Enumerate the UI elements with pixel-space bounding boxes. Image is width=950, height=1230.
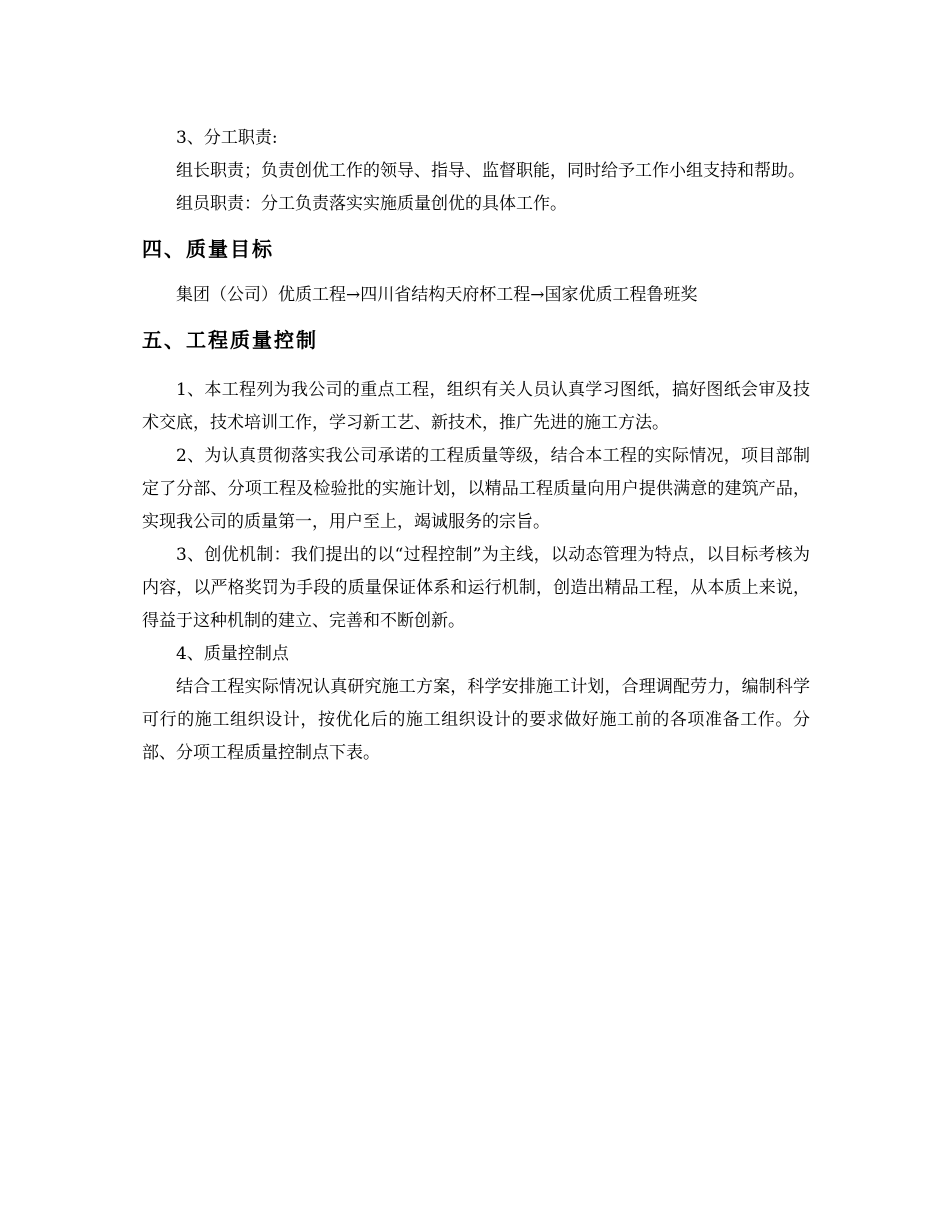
quality-control-paragraph-3: 3、创优机制：我们提出的以“过程控制”为主线，以动态管理为特点，以目标考核为内容，以严格奖罚为手段的质量保证体系和运行机制，创造出精品工程，从本质上来说，得益于这种机制的建立、完善和不断创新。 xyxy=(142,545,810,631)
section3-heading: 3、分工职责: xyxy=(176,128,278,148)
document-body xyxy=(142,122,810,770)
section5-title: 五、工程质量控制 xyxy=(142,328,318,352)
section4-title: 四、质量目标 xyxy=(142,237,274,261)
member-duties-paragraph: 组员职责：分工负责落实实施质量创优的具体工作。 xyxy=(176,194,567,214)
leader-duties-paragraph: 组长职责；负责创优工作的领导、指导、监督职能，同时给予工作小组支持和帮助。 xyxy=(176,161,805,181)
quality-control-paragraph-1: 1、本工程列为我公司的重点工程，组织有关人员认真学习图纸，搞好图纸会审及技术交底，技术培训工作，学习新工艺、新技术，推广先进的施工方法。 xyxy=(142,380,810,433)
quality-control-paragraph-5: 结合工程实际情况认真研究施工方案，科学安排施工计划，合理调配劳力，编制科学可行的施工组织设计，按优化后的施工组织设计的要求做好施工前的各项准备工作。分部、分项工程质量控制点下表。 xyxy=(142,677,810,763)
quality-goal-paragraph: 集团（公司）优质工程→四川省结构天府杯工程→国家优质工程鲁班奖 xyxy=(176,285,698,305)
quality-control-paragraph-4: 4、质量控制点 xyxy=(176,644,289,664)
quality-control-paragraph-2: 2、为认真贯彻落实我公司承诺的工程质量等级，结合本工程的实际情况，项目部制定了分部、分项工程及检验批的实施计划，以精品工程质量向用户提供满意的建筑产品，实现我公司的质量第一，用户至上，竭诚服务的宗旨。 xyxy=(142,446,810,532)
